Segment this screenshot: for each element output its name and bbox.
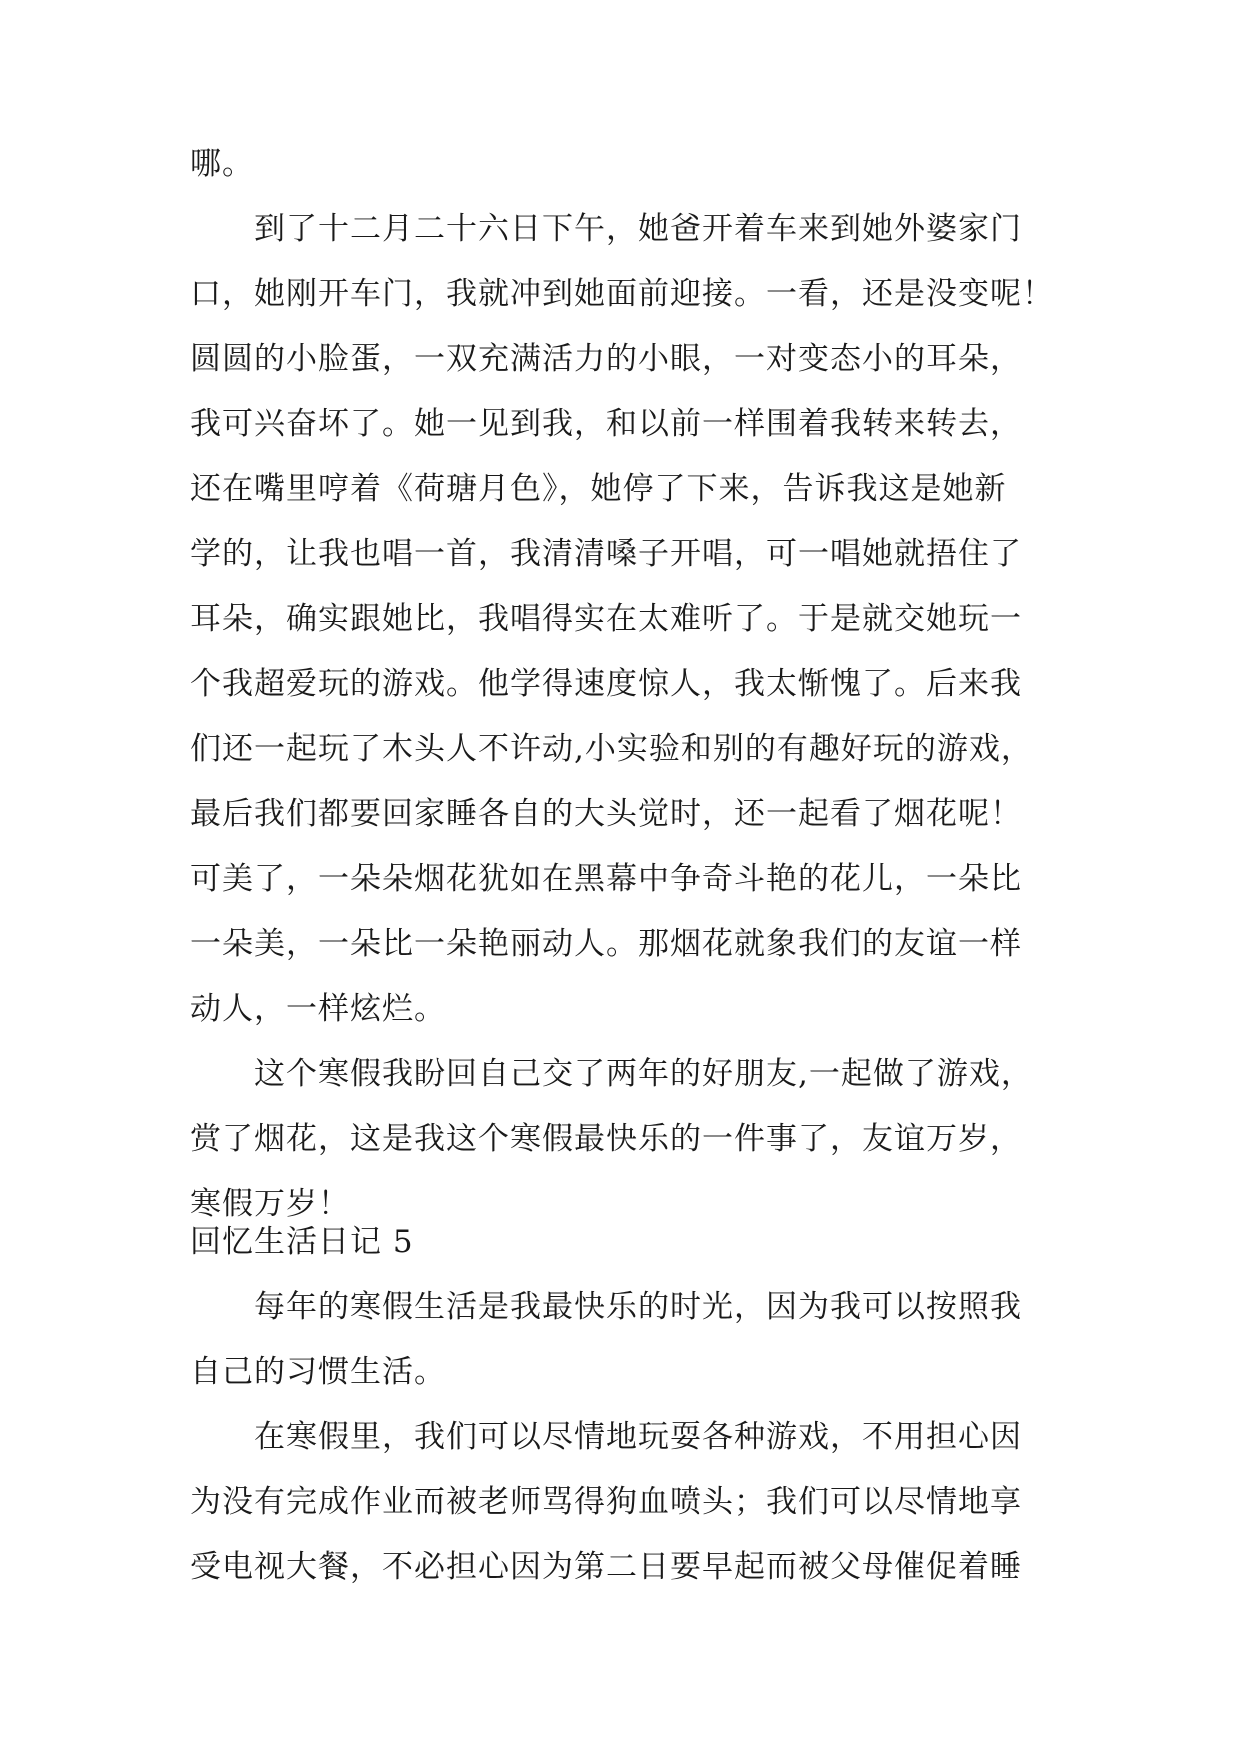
text-line: 学的，让我也唱一首，我清清嗓子开唱，可一唱她就捂住了 [190, 536, 1022, 572]
text-line: 自己的习惯生活。 [190, 1354, 446, 1390]
text-line: 还在嘴里哼着《荷瑭月色》，她停了下来，告诉我这是她新 [190, 471, 1007, 507]
text-line: 可美了，一朵朵烟花犹如在黑幕中争奇斗艳的花儿，一朵比 [190, 861, 1022, 897]
text-line: 个我超爱玩的游戏。他学得速度惊人，我太惭愧了。后来我 [190, 666, 1022, 702]
text-line: 寒假万岁！ [190, 1186, 350, 1222]
text-line: 受电视大餐，不必担心因为第二日要早起而被父母催促着睡 [190, 1549, 1022, 1585]
paragraph-start: 在寒假里，我们可以尽情地玩耍各种游戏，不用担心因 [254, 1419, 1022, 1455]
text-line: 最后我们都要回家睡各自的大头觉时，还一起看了烟花呢！ [190, 796, 1022, 832]
text-line: 一朵美，一朵比一朵艳丽动人。那烟花就象我们的友谊一样 [190, 926, 1022, 962]
text-line: 们还一起玩了木头人不许动,小实验和别的有趣好玩的游戏， [190, 731, 1033, 767]
paragraph-start: 到了十二月二十六日下午，她爸开着车来到她外婆家门 [254, 211, 1022, 247]
paragraph-start: 这个寒假我盼回自己交了两年的好朋友,一起做了游戏， [254, 1056, 1033, 1092]
diary-section-continued [190, 132, 1060, 1237]
text-line: 为没有完成作业而被老师骂得狗血喷头；我们可以尽情地享 [190, 1484, 1022, 1520]
paragraph-start: 每年的寒假生活是我最快乐的时光，因为我可以按照我 [254, 1289, 1022, 1325]
text-line: 圆圆的小脸蛋，一双充满活力的小眼，一对变态小的耳朵， [190, 341, 1022, 377]
diary-section-5 [190, 1210, 1060, 1600]
text-line: 动人，一样炫烂。 [190, 991, 446, 1027]
section-heading: 回忆生活日记 5 [190, 1224, 414, 1260]
text-line: 我可兴奋坏了。她一见到我，和以前一样围着我转来转去， [190, 406, 1022, 442]
text-line: 赏了烟花，这是我这个寒假最快乐的一件事了，友谊万岁， [190, 1121, 1022, 1157]
text-line: 口，她刚开车门，我就冲到她面前迎接。一看，还是没变呢！ [190, 276, 1054, 312]
text-line: 耳朵，确实跟她比，我唱得实在太难听了。于是就交她玩一 [190, 601, 1022, 637]
text-line: 哪。 [190, 146, 254, 182]
